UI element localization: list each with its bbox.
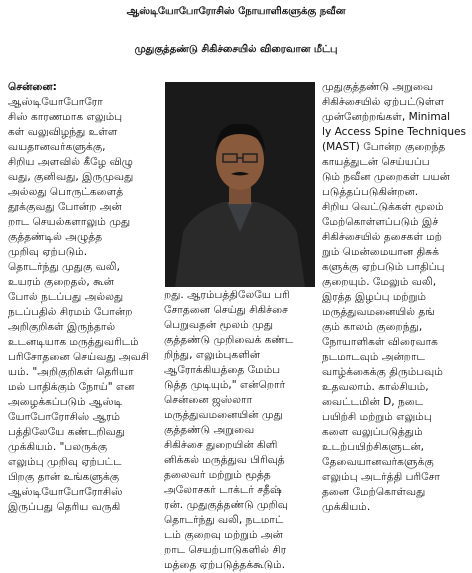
text-line: குத்தண்டில் அழுத்த bbox=[8, 231, 103, 243]
text-line: சிகிச்சையில் தசைகள் மற் bbox=[322, 231, 442, 243]
text-line: தனை மேற்கொள்வது bbox=[322, 486, 426, 498]
text-line: பெறுவதன் மூலம் முது bbox=[164, 319, 274, 331]
text-line: சென்னை ஜஸ்லாா bbox=[164, 394, 253, 406]
text-line: இருப்பது தெரிய வருகி bbox=[8, 501, 121, 513]
text-line: படுத்தப்படுகின்றன. bbox=[322, 186, 419, 198]
text-line: வயதானவர்களுக்கு, bbox=[8, 141, 106, 153]
headline-line-1: ஆஸ்டியோபோரோசிஸ் நோயாளிகளுக்கு நவீன bbox=[126, 6, 346, 17]
text-line: மத்தை ஏற்படுத்தக்கூடும். bbox=[164, 559, 286, 571]
dateline: சென்னை: bbox=[8, 81, 57, 93]
text-line: றது. ஆரம்பத்திலேயே பரி bbox=[164, 289, 290, 301]
text-line: உயரம் குறைதல், கூன் bbox=[8, 276, 114, 288]
text-line: டம் குறைவு மற்றும் அன் bbox=[164, 529, 283, 541]
text-line: பிறகு தான் உங்களுக்கு bbox=[8, 471, 120, 483]
text-line: உதவலாம். கால்சியம், bbox=[322, 381, 429, 393]
text-line: முறிவு ஏற்படும். bbox=[8, 246, 88, 258]
text-line: உடற்பயிற்சிகளுடன், bbox=[322, 441, 425, 453]
text-line: முன்னேற்றங்கள், Minimal bbox=[322, 111, 451, 123]
text-line: மருத்துவமனையில் தங் bbox=[322, 306, 435, 318]
text-line: மருத்துவமனையின் முது bbox=[164, 409, 283, 421]
text-line: சிகிச்சை துறையின் கிளி bbox=[164, 439, 278, 451]
text-line: ly Access Spine Techniques bbox=[322, 126, 467, 138]
text-line: பரிசோதனை செய்வது அவசி bbox=[8, 351, 150, 363]
text-line: முதுகுத்தண்டு அறுவை bbox=[322, 81, 434, 93]
text-line: டுத்த முடியும்," என்றொர் bbox=[164, 379, 286, 391]
text-line: அழைக்கப்படும் ஆஸ்டி bbox=[8, 396, 123, 408]
text-line: மல் பாதிக்கும் நோய்" என bbox=[8, 381, 135, 393]
text-line: கும் காலம் குறைந்து, bbox=[322, 321, 423, 333]
text-line: போல் நடப்பது அல்லது bbox=[8, 291, 124, 303]
text-line: ஆஸ்டியோபோரோ bbox=[8, 96, 103, 108]
article-column-1 bbox=[8, 80, 154, 513]
text-line: (MAST) போன்ற குறைந்த bbox=[322, 141, 446, 153]
text-line: டும் நவீன முறைகள் பயன் bbox=[322, 171, 450, 183]
doctor-portrait-icon bbox=[165, 82, 315, 287]
text-line: னிக்கல் மருத்துவ பிரிவுத் bbox=[164, 454, 285, 466]
text-line: சிஸ் காரணமாக எலும்பு bbox=[8, 111, 123, 123]
doctor-photo bbox=[165, 82, 315, 287]
text-line: முக்கியம். bbox=[322, 501, 371, 513]
text-line: குத்தண்டு அறுவை bbox=[164, 424, 255, 436]
text-line: அல்லது பொருட்களைத் bbox=[8, 186, 124, 198]
text-line: ரன். முதுகுத்தண்டு முறிவு bbox=[164, 499, 288, 511]
text-line: றும் மென்மையான திசுக் bbox=[322, 246, 439, 258]
text-line: களை வலுப்படுத்தும் bbox=[322, 426, 423, 438]
column-3-text bbox=[322, 80, 466, 515]
text-line: தேவையானவர்களுக்கு bbox=[322, 456, 434, 468]
text-line: தொடர்ந்து முதுகு வலி, bbox=[8, 261, 120, 273]
text-line: சோதனை செய்து சிகிச்சை bbox=[164, 304, 288, 316]
text-line: தொடர்ந்து வலி, நடமாட் bbox=[164, 514, 284, 526]
text-line: சிறிய அளவில் கீழே விழு bbox=[8, 156, 133, 168]
text-line: உடனடியாக மருத்துவரிடம் bbox=[8, 336, 139, 348]
column-2-text bbox=[164, 288, 314, 573]
text-line: தலைவர் மற்றும் மூத்த bbox=[164, 469, 271, 481]
text-line: ஆரோக்கியத்தை மேம்ப bbox=[164, 364, 281, 376]
text-line: வைட்டமின் D, நடை bbox=[322, 396, 424, 408]
text-line: நடமாடவும் அன்றாட bbox=[322, 351, 425, 363]
text-line: குத்தண்டு முறிவைக் கண்ட bbox=[164, 334, 294, 346]
text-line: காயத்துடன் செய்யப்ப bbox=[322, 156, 430, 168]
text-line: எலும்பு முறிவு ஏற்பட்ட bbox=[8, 456, 122, 468]
text-line: வாழ்க்கைக்கு திரும்பவும் bbox=[322, 366, 443, 378]
text-line: யோபோரோசிஸ் ஆரம் bbox=[8, 411, 121, 423]
text-line: மேற்கொள்ளப்படும் இச் bbox=[322, 216, 439, 228]
text-line: கள் வலுவிழந்து உள்ள bbox=[8, 126, 118, 138]
text-line: சிகிச்சையில் ஏற்பட்டுள்ள bbox=[322, 96, 445, 108]
text-line: பயிற்சி மற்றும் எலும்பு bbox=[322, 411, 432, 423]
text-line: எலும்பு அடர்த்தி பரிசோ bbox=[322, 471, 441, 483]
text-line: அறிகுறிகள் இருந்தால் bbox=[8, 321, 116, 333]
text-line: நடப்பதில் சிரமம் போன்ற bbox=[8, 306, 133, 318]
article-column-3 bbox=[322, 80, 467, 513]
headline-line-2: முதுகுத்தண்டு சிகிச்சையில் விரைவான மீட்பு bbox=[134, 44, 338, 55]
text-line: இரத்த இழப்பு மற்றும் bbox=[322, 291, 427, 303]
text-line: வது, குனிவது, இருமுவது bbox=[8, 171, 134, 183]
text-line: முக்கியம். "பலருக்கு bbox=[8, 441, 108, 453]
text-line: பத்திலேயே கண்டறிவது bbox=[8, 426, 125, 438]
article-column-2 bbox=[164, 288, 314, 571]
text-line: ஆஸ்டியோபோரோசிஸ் bbox=[8, 486, 123, 498]
text-line: அலோசகர் டாக்டர் சதீஷ் bbox=[164, 484, 282, 496]
text-line: றாட செயற்பாடுகளில் சிர bbox=[164, 544, 287, 556]
text-line: தூக்குவது போன்ற அன் bbox=[8, 201, 122, 213]
text-line: றிந்து, எலும்புகளின் bbox=[164, 349, 261, 361]
text-line: நோயாளிகள் விரைவாக bbox=[322, 336, 438, 348]
column-1-text bbox=[8, 95, 154, 515]
text-line: குறையும். மேலும் வலி, bbox=[322, 276, 437, 288]
text-line: யம். "அறிகுறிகள் தெரியா bbox=[8, 366, 134, 378]
text-line: களுக்கு ஏற்படும் பாதிப்பு bbox=[322, 261, 445, 273]
text-line: றாட செயல்களாலும் முது bbox=[8, 216, 131, 228]
text-line: சிறிய வெட்டுக்கள் மூலம் bbox=[322, 201, 444, 213]
